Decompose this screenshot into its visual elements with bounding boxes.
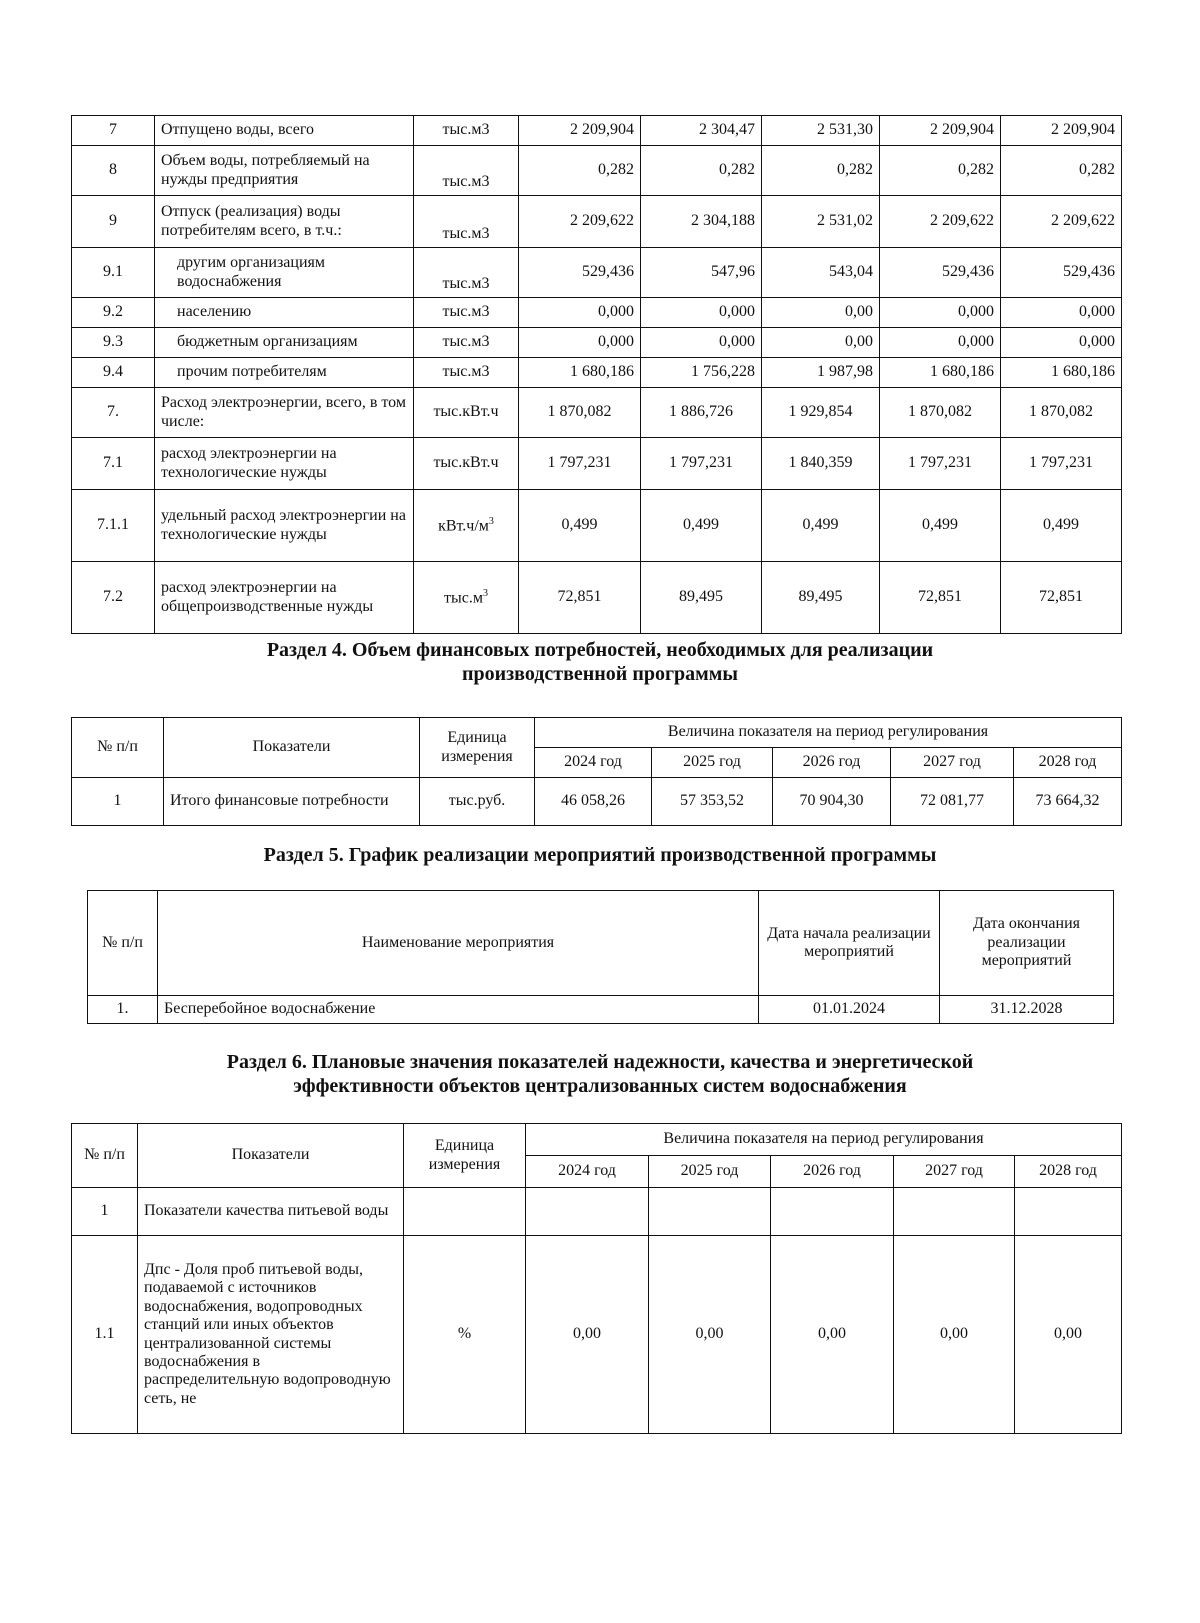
- section-4-title-line1: Раздел 4. Объем финансовых потребностей, необходимых для реализации: [266, 639, 934, 661]
- row-name: расход электроэнергии на общепроизводственные нужды: [155, 562, 414, 634]
- row-value: 72,851: [519, 562, 641, 634]
- row-value: 0,00: [526, 1236, 649, 1434]
- table-row: [72, 298, 1122, 328]
- row-unit: [414, 438, 519, 490]
- row-value: 2 531,02: [762, 196, 880, 248]
- row-value: 529,436: [519, 248, 641, 298]
- row-name: другим организациям водоснабжения: [155, 248, 414, 298]
- unit-superscript: 3: [482, 587, 488, 599]
- col-num-header: № п/п: [88, 891, 158, 996]
- row-value: 0,282: [1001, 146, 1122, 196]
- col-name-header: Показатели: [164, 718, 420, 778]
- table-row: [72, 438, 1122, 490]
- empty-cell: [894, 1188, 1015, 1236]
- row-unit: [414, 146, 519, 196]
- row-value: 1 929,854: [762, 388, 880, 438]
- unit-text: тыс.м3: [442, 363, 490, 381]
- row-value: 89,495: [641, 562, 762, 634]
- row-value: 70 904,30: [773, 778, 891, 826]
- row-number: 7.1.1: [72, 490, 155, 562]
- table-row: [72, 1236, 1122, 1434]
- row-value: 0,282: [519, 146, 641, 196]
- col-unit-header: Единица измерения: [420, 718, 535, 778]
- col-unit-header: Единица измерения: [404, 1124, 526, 1188]
- row-number: 1.1: [72, 1236, 138, 1434]
- col-name-header: Показатели: [138, 1124, 404, 1188]
- row-unit: [414, 328, 519, 358]
- table-row: [72, 778, 1122, 826]
- empty-cell: [526, 1188, 649, 1236]
- section-5-title: [0, 843, 1200, 867]
- row-value: 0,00: [1015, 1236, 1122, 1434]
- table-row: [72, 196, 1122, 248]
- year-header: 2026 год: [773, 748, 891, 778]
- row-value: 1 797,231: [519, 438, 641, 490]
- section-4-title: [0, 638, 1200, 686]
- table-row: [72, 1188, 1122, 1236]
- unit-text: тыс.м: [444, 588, 483, 606]
- row-value: 0,000: [880, 328, 1001, 358]
- row-number: 7.: [72, 388, 155, 438]
- row-value: 0,00: [762, 298, 880, 328]
- unit-text: кВт.ч/м: [438, 516, 489, 534]
- row-number: 1.: [88, 996, 158, 1024]
- row-value: 0,000: [519, 298, 641, 328]
- row-name: Бесперебойное водоснабжение: [158, 996, 759, 1024]
- row-value: 0,282: [880, 146, 1001, 196]
- table-row: [88, 996, 1114, 1024]
- unit-text: тыс.кВт.ч: [433, 454, 499, 472]
- section-6-title-line2: эффективности объектов централизованных систем водоснабжения: [293, 1075, 907, 1097]
- row-value: 1 797,231: [1001, 438, 1122, 490]
- row-value: 89,495: [762, 562, 880, 634]
- row-number: 1: [72, 1188, 138, 1236]
- row-value: 2 304,188: [641, 196, 762, 248]
- schedule-table: [87, 890, 1114, 1024]
- row-value: 0,282: [762, 146, 880, 196]
- year-header: 2025 год: [649, 1156, 771, 1188]
- row-value: 72 081,77: [891, 778, 1014, 826]
- row-value: 529,436: [1001, 248, 1122, 298]
- col-end-header: Дата окончания реализации мероприятий: [940, 891, 1114, 996]
- table-row: [72, 358, 1122, 388]
- table-row: [72, 146, 1122, 196]
- table-row: [72, 328, 1122, 358]
- row-value: 0,00: [649, 1236, 771, 1434]
- col-period-header: Величина показателя на период регулирования: [535, 718, 1122, 748]
- row-name: Отпуск (реализация) воды потребителям всего, в т.ч.:: [155, 196, 414, 248]
- year-header: 2028 год: [1015, 1156, 1122, 1188]
- row-unit: [414, 298, 519, 328]
- row-name: Отпущено воды, всего: [155, 116, 414, 146]
- year-header: 2027 год: [891, 748, 1014, 778]
- empty-cell: [404, 1188, 526, 1236]
- row-number: 7.2: [72, 562, 155, 634]
- row-name: Итого финансовые потребности: [164, 778, 420, 826]
- row-value: 1 870,082: [880, 388, 1001, 438]
- col-period-header: Величина показателя на период регулирования: [526, 1124, 1122, 1156]
- row-value: 1 680,186: [1001, 358, 1122, 388]
- row-value: 1 987,98: [762, 358, 880, 388]
- unit-text: тыс.м3: [442, 172, 490, 190]
- year-header: 2025 год: [652, 748, 773, 778]
- row-value: 0,000: [1001, 298, 1122, 328]
- table-row: [72, 388, 1122, 438]
- row-start-date: 01.01.2024: [759, 996, 940, 1024]
- table-row: [72, 248, 1122, 298]
- row-name: населению: [155, 298, 414, 328]
- unit-superscript: 3: [488, 515, 494, 527]
- unit-text: тыс.м3: [442, 303, 490, 321]
- row-end-date: 31.12.2028: [940, 996, 1114, 1024]
- row-name: Расход электроэнергии, всего, в том числе:: [155, 388, 414, 438]
- year-header: 2024 год: [535, 748, 652, 778]
- row-value: 0,282: [641, 146, 762, 196]
- row-value: 57 353,52: [652, 778, 773, 826]
- row-value: 0,000: [880, 298, 1001, 328]
- row-value: 1 840,359: [762, 438, 880, 490]
- col-num-header: № п/п: [72, 718, 164, 778]
- row-name: удельный расход электроэнергии на технологические нужды: [155, 490, 414, 562]
- row-number: 8: [72, 146, 155, 196]
- financial-needs-table: [71, 717, 1122, 826]
- table-row: [72, 490, 1122, 562]
- row-number: 7: [72, 116, 155, 146]
- row-value: 2 209,904: [519, 116, 641, 146]
- row-number: 9.2: [72, 298, 155, 328]
- row-value: 1 886,726: [641, 388, 762, 438]
- row-value: 2 209,904: [880, 116, 1001, 146]
- col-num-header: № п/п: [72, 1124, 138, 1188]
- row-value: 543,04: [762, 248, 880, 298]
- row-name: Дпс - Доля проб питьевой воды, подаваемой с источников водоснабжения, водопроводных станций или иных объектов централизованной системы водоснабжения в распределительную водопроводную сеть, не: [138, 1236, 404, 1434]
- row-value: 0,00: [894, 1236, 1015, 1434]
- row-value: 0,000: [641, 298, 762, 328]
- row-unit: %: [404, 1236, 526, 1434]
- row-value: 1 797,231: [880, 438, 1001, 490]
- section-6-title: [0, 1050, 1200, 1098]
- row-name: прочим потребителям: [155, 358, 414, 388]
- row-value: 0,000: [519, 328, 641, 358]
- row-value: 46 058,26: [535, 778, 652, 826]
- row-value: 0,499: [519, 490, 641, 562]
- row-unit: [414, 248, 519, 298]
- year-header: 2024 год: [526, 1156, 649, 1188]
- row-value: 1 756,228: [641, 358, 762, 388]
- row-unit: [414, 562, 519, 634]
- production-indicators-table: [71, 115, 1122, 634]
- row-value: 73 664,32: [1014, 778, 1122, 826]
- empty-cell: [771, 1188, 894, 1236]
- row-number: 9.1: [72, 248, 155, 298]
- row-number: 9.3: [72, 328, 155, 358]
- row-name: Показатели качества питьевой воды: [138, 1188, 404, 1236]
- year-header: 2027 год: [894, 1156, 1015, 1188]
- row-number: 7.1: [72, 438, 155, 490]
- year-header: 2026 год: [771, 1156, 894, 1188]
- year-header: 2028 год: [1014, 748, 1122, 778]
- row-value: 1 870,082: [519, 388, 641, 438]
- table-row: [72, 562, 1122, 634]
- table-row: [72, 116, 1122, 146]
- row-value: 1 680,186: [880, 358, 1001, 388]
- row-value: 2 304,47: [641, 116, 762, 146]
- row-name: расход электроэнергии на технологические нужды: [155, 438, 414, 490]
- row-value: 72,851: [880, 562, 1001, 634]
- row-unit: [414, 358, 519, 388]
- col-start-header: Дата начала реализации мероприятий: [759, 891, 940, 996]
- unit-text: тыс.м3: [442, 224, 490, 242]
- row-value: 2 209,622: [1001, 196, 1122, 248]
- row-name: Объем воды, потребляемый на нужды предприятия: [155, 146, 414, 196]
- unit-text: тыс.м3: [442, 274, 490, 292]
- unit-text: тыс.м3: [442, 333, 490, 351]
- section-6-title-line1: Раздел 6. Плановые значения показателей надежности, качества и энергетической: [226, 1051, 974, 1073]
- row-value: 2 209,904: [1001, 116, 1122, 146]
- row-value: 2 531,30: [762, 116, 880, 146]
- section-4-title-line2: производственной программы: [461, 663, 739, 685]
- row-value: 0,499: [762, 490, 880, 562]
- row-value: 2 209,622: [880, 196, 1001, 248]
- empty-cell: [649, 1188, 771, 1236]
- row-value: 0,000: [641, 328, 762, 358]
- row-value: 0,000: [1001, 328, 1122, 358]
- unit-text: тыс.м3: [442, 121, 490, 139]
- row-value: 1 797,231: [641, 438, 762, 490]
- empty-cell: [1015, 1188, 1122, 1236]
- section-5-title-text: Раздел 5. График реализации мероприятий производственной программы: [263, 844, 937, 866]
- row-unit: [414, 116, 519, 146]
- row-unit: [414, 196, 519, 248]
- row-value: 2 209,622: [519, 196, 641, 248]
- row-value: 0,499: [880, 490, 1001, 562]
- row-value: 1 680,186: [519, 358, 641, 388]
- col-name-header: Наименование мероприятия: [158, 891, 759, 996]
- row-value: 1 870,082: [1001, 388, 1122, 438]
- row-number: 1: [72, 778, 164, 826]
- row-number: 9: [72, 196, 155, 248]
- row-unit: тыс.руб.: [420, 778, 535, 826]
- unit-text: тыс.кВт.ч: [433, 403, 499, 421]
- reliability-indicators-table: [71, 1123, 1122, 1434]
- row-value: 0,499: [1001, 490, 1122, 562]
- row-number: 9.4: [72, 358, 155, 388]
- row-value: 0,499: [641, 490, 762, 562]
- row-value: 547,96: [641, 248, 762, 298]
- row-value: 0,00: [771, 1236, 894, 1434]
- row-unit: [414, 388, 519, 438]
- row-name: бюджетным организациям: [155, 328, 414, 358]
- row-unit: [414, 490, 519, 562]
- row-value: 72,851: [1001, 562, 1122, 634]
- row-value: 529,436: [880, 248, 1001, 298]
- row-value: 0,00: [762, 328, 880, 358]
